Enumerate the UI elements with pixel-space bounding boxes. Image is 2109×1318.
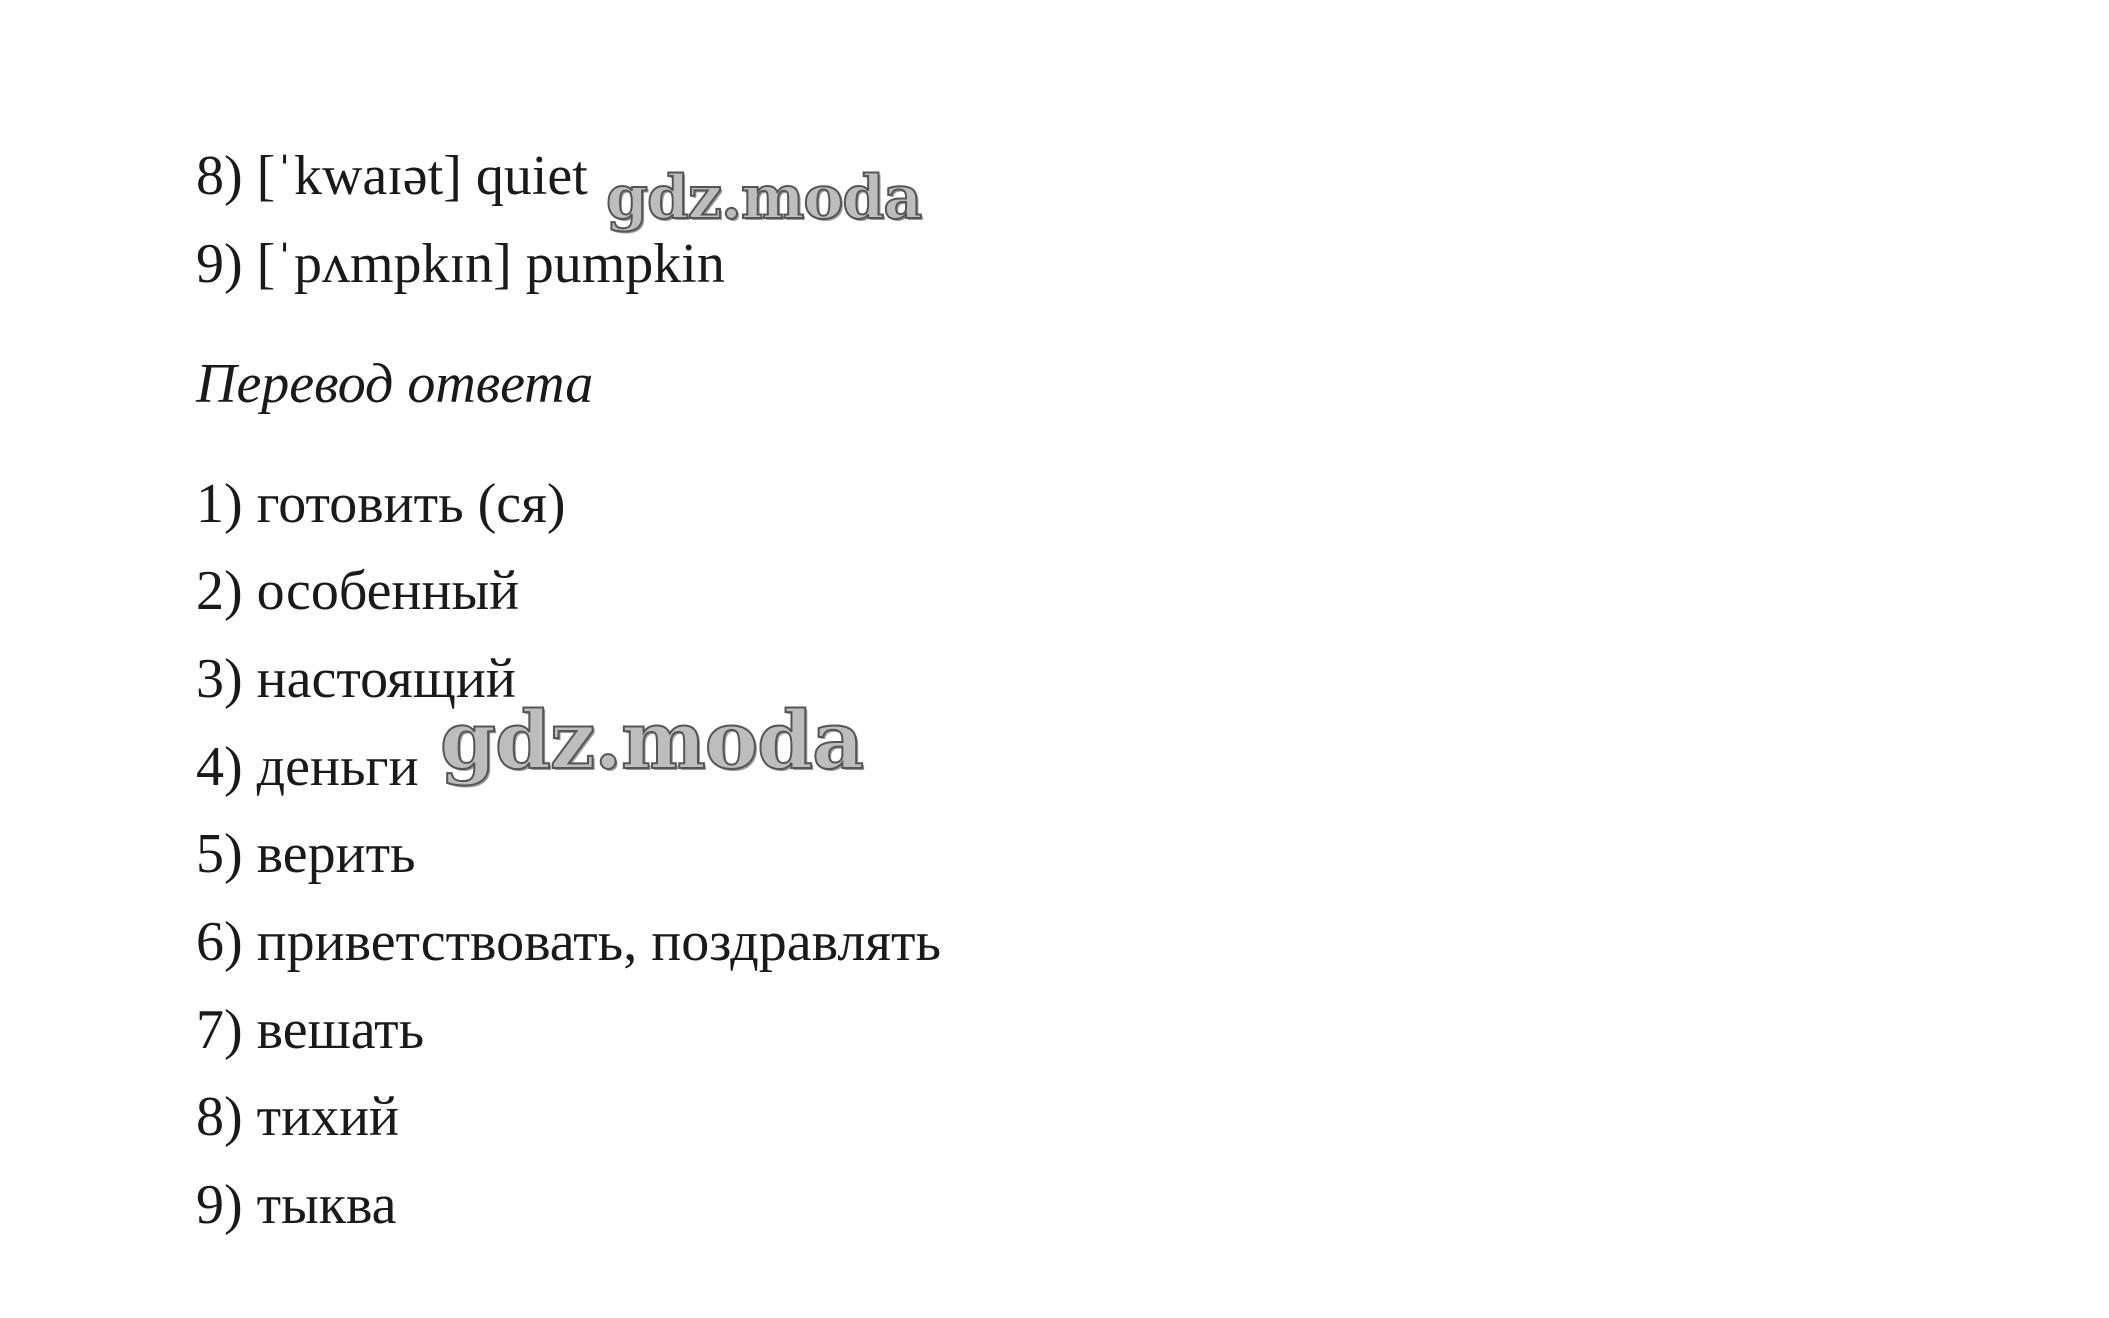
watermark-logo: gdz.moda xyxy=(440,693,863,787)
translation-item: 1) готовить (ся) xyxy=(196,473,566,535)
translation-item: 6) приветствовать, поздравлять xyxy=(196,911,942,973)
translation-item: 5) верить xyxy=(196,823,416,885)
translation-item: 2) особенный xyxy=(196,560,520,622)
translation-item: 9) тыква xyxy=(196,1174,397,1236)
translation-heading: Перевод ответа xyxy=(196,353,594,415)
translation-item: 4) деньги xyxy=(196,736,419,798)
translation-item: 7) вешать xyxy=(196,999,425,1061)
translation-item: 3) настоящий xyxy=(196,648,516,710)
transcription-line: 8) [ˈkwaɪət] quiet xyxy=(196,145,588,207)
translation-item: 8) тихий xyxy=(196,1086,400,1148)
watermark-logo: gdz.moda xyxy=(606,163,922,233)
transcription-line: 9) [ˈpʌmpkɪn] pumpkin xyxy=(196,233,725,295)
